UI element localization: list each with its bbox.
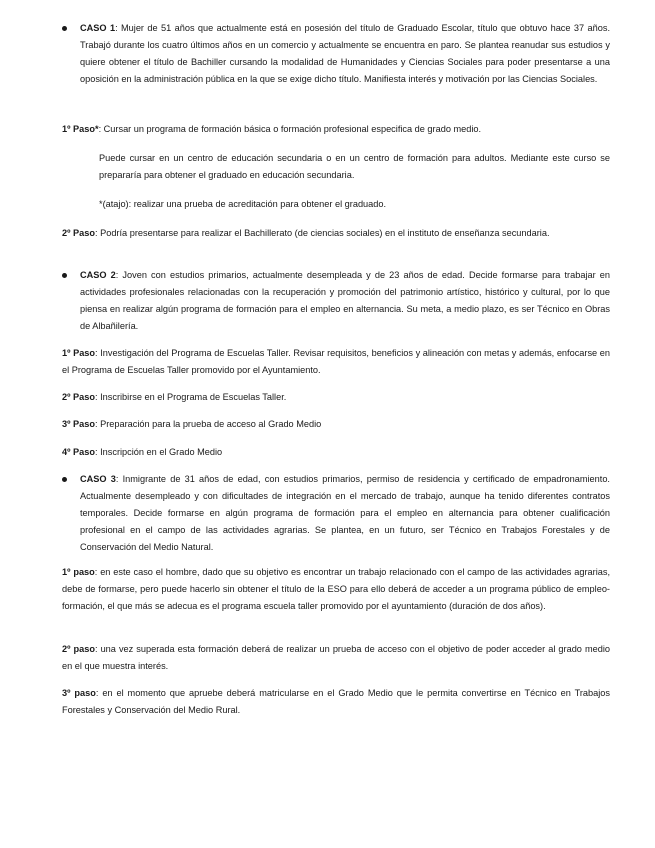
paso-label: 3º Paso [62,419,95,429]
caso-1-note-2: *(atajo): realizar una prueba de acreditación para obtener el graduado. [99,199,387,209]
caso-1-paso-1 [62,121,610,138]
paso-body: : Cursar un programa de formación básica o formación profesional especifica de grado medio. [98,124,482,134]
caso-2-item [62,267,610,335]
paso-body: : Inscripción en el Grado Medio [94,447,223,457]
caso-1-paso-2 [62,225,610,242]
caso-2-paso-1 [62,345,610,379]
caso-1-text [80,20,610,88]
caso-3-label: CASO 3 [80,474,116,484]
bullet-icon [62,273,67,278]
caso-2-label: CASO 2 [80,270,116,280]
caso-3-body: : Inmigrante de 31 años de edad, con estudios primarios, permiso de residencia y certificado de empadronamiento. Actualmente desempleado y con dificultades de integración en el mercado de trabajo, aunque ha tenido diferentes contratos temporales. Decide formarse en algún programa de formación para el empleo en alternancia para obtener cualificación profesional en el campo de las actividades agrarias. Se plantea, en un futuro, ser Técnico en Trabajos Forestales y de Conservación del Medio Natural. [80,474,610,552]
paso-body: : Investigación del Programa de Escuelas Taller. Revisar requisitos, beneficios y alineación con metas y además, enfocarse en el Programa de Escuelas Taller promovido por el Ayuntamiento. [62,348,610,375]
caso-1-note-1: Puede cursar en un centro de educación secundaria o en un centro de formación para adultos. Mediante este curso se prepararía para obtener el graduado en educación secundaria. [99,153,610,180]
paso-label: 2º Paso [62,228,95,238]
caso-3-item [62,471,610,556]
bullet-icon [62,26,67,31]
paso-body: : una vez superada esta formación deberá de realizar un prueba de acceso con el objetivo de poder acceder al grado medio en el que muestra interés. [62,644,610,671]
caso-3-paso-3 [62,685,610,719]
paso-body: : en este caso el hombre, dado que su objetivo es encontrar un trabajo relacionado con el campo de las actividades agrarias, debe de formarse, pero puede hacerlo sin obtener el título de la ESO para ello deberá de acceder a un programa público de empleo-formación, el que más se adecua es el programa escuela taller promovido por el ayuntamiento (duración de dos años). [62,567,610,611]
caso-3-paso-2 [62,641,610,675]
paso-body: : en el momento que apruebe deberá matricularse en el Grado Medio que le permita convertirse en Técnico en Trabajos Forestales y Conservación del Medio Rural. [62,688,610,715]
paso-body: : Podría presentarse para realizar el Bachillerato (de ciencias sociales) en el instituto de enseñanza secundaria. [94,228,550,238]
caso-2-body: : Joven con estudios primarios, actualmente desempleada y de 23 años de edad. Decide formarse para trabajar en actividades profesionales relacionadas con la recuperación y promoción del patrimonio artístico, histórico y cultural, por lo que piensa en realizar algún programa de formación para el empleo en alternancia. Su meta, a medio plazo, es ser Técnico en Obras de Albañilería. [80,270,610,331]
caso-3-text [80,471,610,556]
caso-2-paso-3 [62,416,610,433]
caso-3-paso-1 [62,564,610,615]
paso-label: 4º Paso [62,447,95,457]
caso-1-item [62,20,610,88]
caso-2-paso-2 [62,389,610,406]
caso-1-label: CASO 1 [80,23,116,33]
paso-label: 2º paso [62,644,95,654]
caso-2-text [80,267,610,335]
caso-2-paso-4 [62,444,610,461]
bullet-icon [62,477,67,482]
paso-label: 2º Paso [62,392,95,402]
paso-body: : Inscribirse en el Programa de Escuelas Taller. [94,392,287,402]
paso-label: 1º Paso [62,348,96,358]
paso-label: 1º paso [62,567,95,577]
paso-label: 1º Paso* [62,124,99,134]
paso-label: 3º paso [62,688,96,698]
caso-1-body: : Mujer de 51 años que actualmente está en posesión del título de Graduado Escolar, título que obtuvo hace 37 años. Trabajó durante los cuatro últimos años en un comercio y actualmente se encuentra en paro. Se plantea reanudar sus estudios y quiere obtener el título de Bachiller cursando la modalidad de Humanidades y Ciencias Sociales para poder presentarse a una oposición en la administración pública en la que se exige dicho título. Manifiesta interés y motivación por las Ciencias Sociales. [80,23,610,84]
paso-body: : Preparación para la prueba de acceso al Grado Medio [94,419,322,429]
